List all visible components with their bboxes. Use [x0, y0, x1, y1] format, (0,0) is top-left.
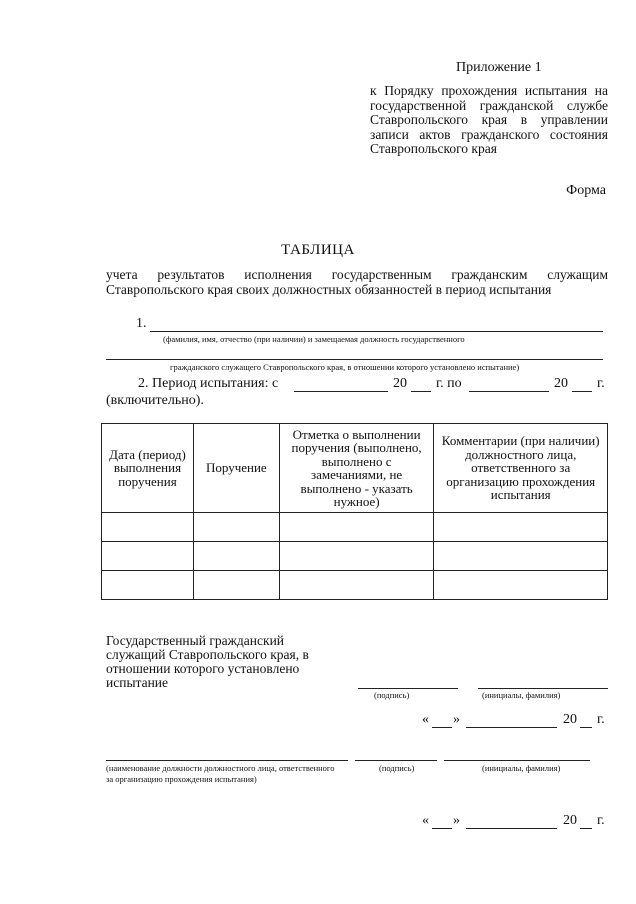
table-cell[interactable]	[102, 571, 194, 600]
date1-day-field[interactable]	[432, 727, 452, 728]
header-comments: Комментарии (при наличии) должностного лица, ответственного за организацию прохождения испытания	[434, 424, 608, 513]
date2-month-field[interactable]	[466, 828, 557, 829]
table-header-row	[102, 424, 608, 513]
date1-close-quote: »	[453, 712, 460, 727]
date2-year-field[interactable]	[580, 828, 592, 829]
item1-caption-line2: гражданского служащего Ставропольского края, в отношении которого установлено испытание)	[170, 362, 520, 372]
period-year2: 20	[554, 376, 568, 391]
period-to: г. по	[436, 376, 462, 391]
appendix-title: Приложение 1	[456, 60, 542, 75]
officer-signature-line[interactable]	[355, 760, 437, 761]
officer-position-line[interactable]	[106, 760, 348, 761]
table-cell[interactable]	[102, 513, 194, 542]
header-assignment: Поручение	[193, 424, 279, 513]
appendix-reference: к Порядку прохождения испытания на государственной гражданской службе Ставропольского края в управлении записи актов гражданского состояния Ставропольского края	[370, 83, 608, 156]
table-cell[interactable]	[434, 542, 608, 571]
period-year1: 20	[393, 376, 407, 391]
date1-year-field[interactable]	[580, 727, 592, 728]
document-title: ТАБЛИЦА	[281, 242, 355, 258]
results-table	[101, 423, 608, 600]
employee-name-caption: (инициалы, фамилия)	[482, 690, 561, 700]
table-cell[interactable]	[279, 542, 434, 571]
employee-sign-caption: (подпись)	[374, 690, 410, 700]
date2-g: г.	[597, 813, 605, 828]
date1-g: г.	[597, 712, 605, 727]
form-label: Форма	[566, 183, 606, 198]
table-cell[interactable]	[193, 513, 279, 542]
item1-name-line	[150, 331, 603, 332]
item1-caption-line1: (фамилия, имя, отчество (при наличии) и замещаемая должность государственного	[163, 334, 465, 344]
table-row	[102, 513, 608, 542]
document-subtitle: учета результатов исполнения государственным гражданским служащим Ставропольского края своих должностных обязанностей в период испытания	[106, 267, 608, 297]
table-cell[interactable]	[434, 571, 608, 600]
date1-month-field[interactable]	[466, 727, 557, 728]
date2-year: 20	[563, 813, 577, 828]
table-cell[interactable]	[279, 513, 434, 542]
table-cell[interactable]	[434, 513, 608, 542]
table-cell[interactable]	[193, 571, 279, 600]
header-date: Дата (период) выполнения поручения	[102, 424, 194, 513]
period-label: 2. Период испытания: с	[138, 376, 279, 391]
period-start-field[interactable]	[294, 391, 388, 392]
header-completion-mark: Отметка о выполнении поручения (выполнено, выполнено с замечаниями, не выполнено - указать нужное)	[279, 424, 434, 513]
period-inclusive: (включительно).	[106, 393, 204, 408]
date1-year: 20	[563, 712, 577, 727]
table-cell[interactable]	[279, 571, 434, 600]
table-cell[interactable]	[102, 542, 194, 571]
officer-name-line[interactable]	[444, 760, 590, 761]
period-g: г.	[597, 376, 605, 391]
period-year1-field[interactable]	[411, 391, 431, 392]
date1-open-quote: «	[422, 712, 429, 727]
table-cell[interactable]	[193, 542, 279, 571]
officer-name-caption: (инициалы, фамилия)	[482, 763, 561, 773]
employee-label: Государственный гражданский служащий Ставропольского края, в отношении которого установлено испытание	[106, 633, 309, 690]
table-row	[102, 571, 608, 600]
period-end-field[interactable]	[469, 391, 549, 392]
employee-name-line[interactable]	[478, 688, 608, 689]
table-row	[102, 542, 608, 571]
date2-open-quote: «	[422, 813, 429, 828]
employee-signature-line[interactable]	[358, 688, 458, 689]
item1-number: 1.	[136, 316, 147, 331]
item1-second-line	[106, 359, 603, 360]
officer-position-caption: (наименование должности должностного лица, ответственного за организацию прохождения испытания)	[106, 763, 335, 784]
officer-sign-caption: (подпись)	[379, 763, 415, 773]
date2-day-field[interactable]	[432, 828, 452, 829]
date2-close-quote: »	[453, 813, 460, 828]
period-year2-field[interactable]	[572, 391, 592, 392]
